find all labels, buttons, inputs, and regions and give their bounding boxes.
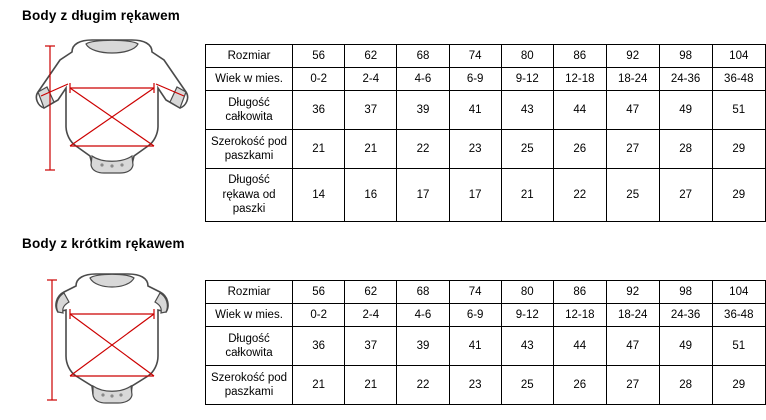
table-cell: 24-36 [659,304,712,327]
table-row [206,366,766,405]
row-header: Rozmiar [206,281,293,304]
table-cell: 16 [345,169,397,222]
table-cell: 28 [659,366,712,405]
table-row [206,281,766,304]
table-cell: 41 [449,91,501,130]
table-cell: 0-2 [293,68,345,91]
table-cell: 44 [553,91,606,130]
table-cell: 56 [293,281,345,304]
page-title-short-sleeve: Body z krótkim rękawem [22,236,185,251]
row-header: Wiek w mies. [206,68,293,91]
table-cell: 47 [606,327,659,366]
table-cell: 2-4 [345,304,397,327]
table-cell: 104 [712,45,765,68]
table-cell: 68 [397,45,449,68]
table-cell: 36-48 [712,304,765,327]
table-cell: 26 [553,366,606,405]
table-cell: 39 [397,91,449,130]
row-header: Długość całkowita [206,327,293,366]
table-cell: 6-9 [449,68,501,91]
table-cell: 4-6 [397,304,449,327]
table-cell: 74 [449,281,501,304]
size-table-long-sleeve [205,44,766,222]
table-cell: 9-12 [501,304,553,327]
table-cell: 86 [553,281,606,304]
size-section-short-sleeve [0,228,766,420]
table-cell: 23 [449,366,501,405]
table-cell: 39 [397,327,449,366]
table-cell: 25 [501,130,553,169]
row-header: Długość rękawa od paszki [206,169,293,222]
table-cell: 21 [345,366,397,405]
table-cell: 80 [501,45,553,68]
table-cell: 22 [553,169,606,222]
table-cell: 22 [397,130,449,169]
table-cell: 98 [659,45,712,68]
row-header: Długość całkowita [206,91,293,130]
table-cell: 12-18 [553,68,606,91]
table-cell: 36-48 [712,68,765,91]
row-header: Szerokość pod paszkami [206,366,293,405]
table-row [206,130,766,169]
table-cell: 9-12 [501,68,553,91]
table-cell: 86 [553,45,606,68]
table-cell: 74 [449,45,501,68]
table-cell: 92 [606,281,659,304]
table-row [206,45,766,68]
table-cell: 12-18 [553,304,606,327]
table-cell: 80 [501,281,553,304]
table-cell: 27 [659,169,712,222]
table-cell: 104 [712,281,765,304]
table-cell: 36 [293,91,345,130]
row-header: Szerokość pod paszkami [206,130,293,169]
table-cell: 17 [449,169,501,222]
table-cell: 27 [606,366,659,405]
table-cell: 17 [397,169,449,222]
table-cell: 18-24 [606,304,659,327]
table-row [206,304,766,327]
table-cell: 43 [501,327,553,366]
long-sleeve-bodysuit-diagram [14,30,210,180]
table-cell: 51 [712,327,765,366]
table-cell: 44 [553,327,606,366]
table-cell: 49 [659,327,712,366]
table-cell: 21 [345,130,397,169]
table-cell: 18-24 [606,68,659,91]
row-header: Wiek w mies. [206,304,293,327]
row-header: Rozmiar [206,45,293,68]
table-cell: 2-4 [345,68,397,91]
page-title-long-sleeve: Body z długim rękawem [22,8,180,23]
table-cell: 51 [712,91,765,130]
table-cell: 23 [449,130,501,169]
table-cell: 0-2 [293,304,345,327]
table-cell: 22 [397,366,449,405]
table-row [206,327,766,366]
table-cell: 68 [397,281,449,304]
table-cell: 21 [293,366,345,405]
table-cell: 29 [712,366,765,405]
table-cell: 36 [293,327,345,366]
table-row [206,68,766,91]
table-cell: 43 [501,91,553,130]
table-cell: 21 [293,130,345,169]
table-cell: 6-9 [449,304,501,327]
table-cell: 92 [606,45,659,68]
table-cell: 21 [501,169,553,222]
table-cell: 29 [712,169,765,222]
table-cell: 26 [553,130,606,169]
table-cell: 37 [345,327,397,366]
table-cell: 47 [606,91,659,130]
table-cell: 62 [345,45,397,68]
size-table-short-sleeve [205,280,766,405]
table-cell: 14 [293,169,345,222]
table-cell: 62 [345,281,397,304]
table-cell: 27 [606,130,659,169]
table-cell: 24-36 [659,68,712,91]
table-cell: 25 [606,169,659,222]
table-row [206,169,766,222]
table-cell: 25 [501,366,553,405]
table-cell: 4-6 [397,68,449,91]
table-cell: 98 [659,281,712,304]
table-cell: 56 [293,45,345,68]
table-cell: 41 [449,327,501,366]
table-cell: 37 [345,91,397,130]
table-cell: 28 [659,130,712,169]
table-cell: 49 [659,91,712,130]
table-row [206,91,766,130]
short-sleeve-bodysuit-diagram [14,264,210,404]
table-cell: 29 [712,130,765,169]
